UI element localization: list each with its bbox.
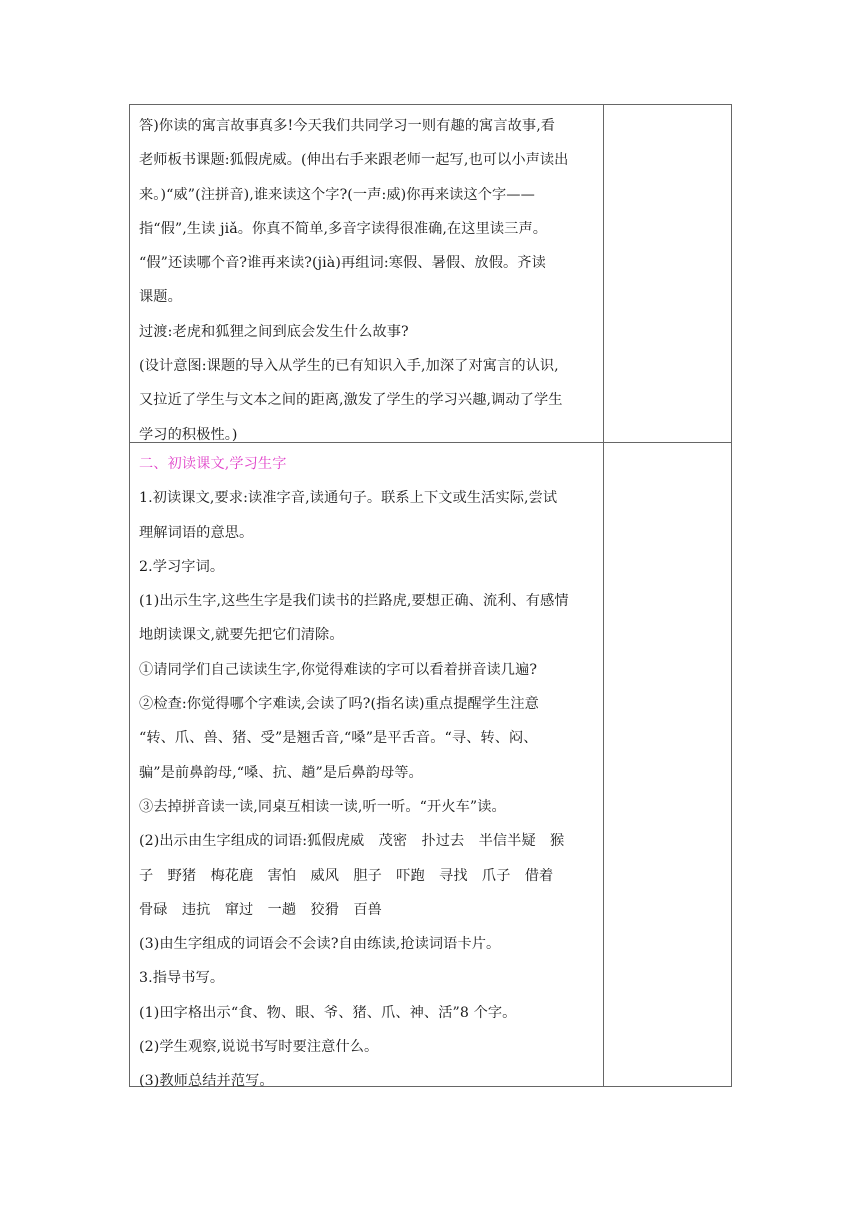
text-line: 课题。 <box>139 289 182 306</box>
lesson-content-cell <box>130 105 604 443</box>
text-line: 地朗读课文,就要先把它们清除。 <box>139 627 344 644</box>
text-line: (1)出示生字,这些生字是我们读书的拦路虎,要想正确、流利、有感情 <box>139 593 569 610</box>
section-heading: 二、初读课文,学习生字 <box>139 456 287 472</box>
text-line: “转、爪、兽、猪、受”是翘舌音,“嗓”是平舌音。“寻、转、闷、 <box>139 730 538 747</box>
text-line: (3)由生字组成的词语会不会读?自由练读,抢读词语卡片。 <box>139 936 501 953</box>
text-line: 来。)“威”(注拼音),谁来读这个字?(一声:威)你再来读这个字—— <box>139 186 535 203</box>
text-line: 1.初读课文,要求:读准字音,读通句子。联系上下文或生活实际,尝试 <box>139 490 558 507</box>
text-line: 过渡:老虎和狐狸之间到底会发生什么故事? <box>139 323 409 340</box>
text-line: (设计意图:课题的导入从学生的已有知识入手,加深了对寓言的认识, <box>139 358 559 375</box>
text-line: 子 野猪 梅花鹿 害怕 威风 胆子 吓跑 寻找 爪子 借着 <box>139 867 554 884</box>
text-line: 学习的积极性。) <box>139 426 238 443</box>
text-line: “假”还读哪个音?谁再来读?(jià)再组词:寒假、暑假、放假。齐读 <box>139 255 546 272</box>
text-line: (2)学生观察,说说书写时要注意什么。 <box>139 1039 379 1056</box>
text-line: 指“假”,生读 jiǎ。你真不简单,多音字读得很准确,在这里读三声。 <box>139 220 548 237</box>
text-line: ③去掉拼音读一读,同桌互相读一读,听一听。“开火车”读。 <box>139 798 506 815</box>
text-line: ①请同学们自己读读生字,你觉得难读的字可以看着拼音读几遍? <box>139 661 538 678</box>
table-row <box>130 443 732 1087</box>
text-line: 骗”是前鼻韵母,“嗓、抗、趟”是后鼻韵母等。 <box>139 764 423 781</box>
table-row <box>130 105 732 443</box>
text-line: (1)田字格出示“食、物、眼、爷、猪、爪、神、活”8 个字。 <box>139 1004 517 1021</box>
text-line: (2)出示由生字组成的词语:狐假虎威 茂密 扑过去 半信半疑 猴 <box>139 833 565 850</box>
text-line: 老师板书课题:狐假虎威。(伸出右手来跟老师一起写,也可以小声读出 <box>139 152 569 169</box>
text-line: 又拉近了学生与文本之间的距离,激发了学生的学习兴趣,调动了学生 <box>139 392 563 409</box>
text-line: (3)教师总结并范写。 <box>139 1073 274 1090</box>
text-line: 理解词语的意思。 <box>139 524 254 541</box>
text-line: 骨碌 违抗 窜过 一趟 狡猾 百兽 <box>139 901 382 918</box>
notes-cell <box>604 105 732 443</box>
lesson-content-cell <box>130 443 604 1090</box>
notes-cell <box>604 443 732 1087</box>
text-line: 答)你读的寓言故事真多!今天我们共同学习一则有趣的寓言故事,看 <box>139 118 556 134</box>
text-line: 3.指导书写。 <box>139 970 225 987</box>
lesson-plan-table <box>129 104 732 1090</box>
text-line: 2.学习字词。 <box>139 558 225 575</box>
text-line: ②检查:你觉得哪个字难读,会读了吗?(指名读)重点提醒学生注意 <box>139 696 539 713</box>
